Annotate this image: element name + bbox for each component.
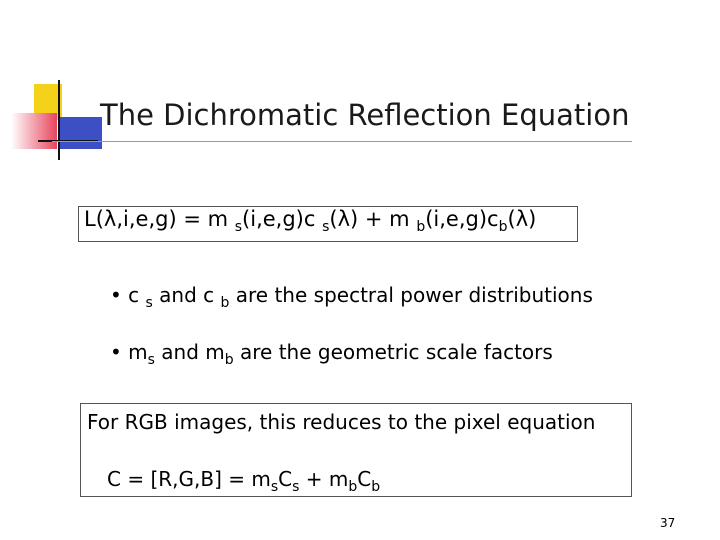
slide-title: The Dichromatic Reflection Equation xyxy=(100,98,630,132)
logo-blue-square xyxy=(60,117,102,149)
page-number: 37 xyxy=(660,516,676,530)
bullet-spectral: • c $_s$ and c $_b$ are the spectral power distributions xyxy=(110,283,593,311)
rgb-intro-text: For RGB images, this reduces to the pixel equation xyxy=(87,410,596,434)
logo-red-bar xyxy=(11,113,57,149)
title-divider xyxy=(52,141,632,142)
logo-vertical-line xyxy=(58,80,60,160)
main-equation: L(λ,i,e,g) = m $_s$(i,e,g)c $_s$(λ) + m $_b(i,e,g)c_b(\lambda)$ xyxy=(84,207,537,235)
bullet-geometric: • $m_s$ and $m_b$ are the geometric scale factors xyxy=(110,340,553,368)
decorative-logo xyxy=(0,0,100,170)
pixel-equation: $C = [R,G,B] = m_sC_s + m_bC_b$ xyxy=(107,467,381,495)
